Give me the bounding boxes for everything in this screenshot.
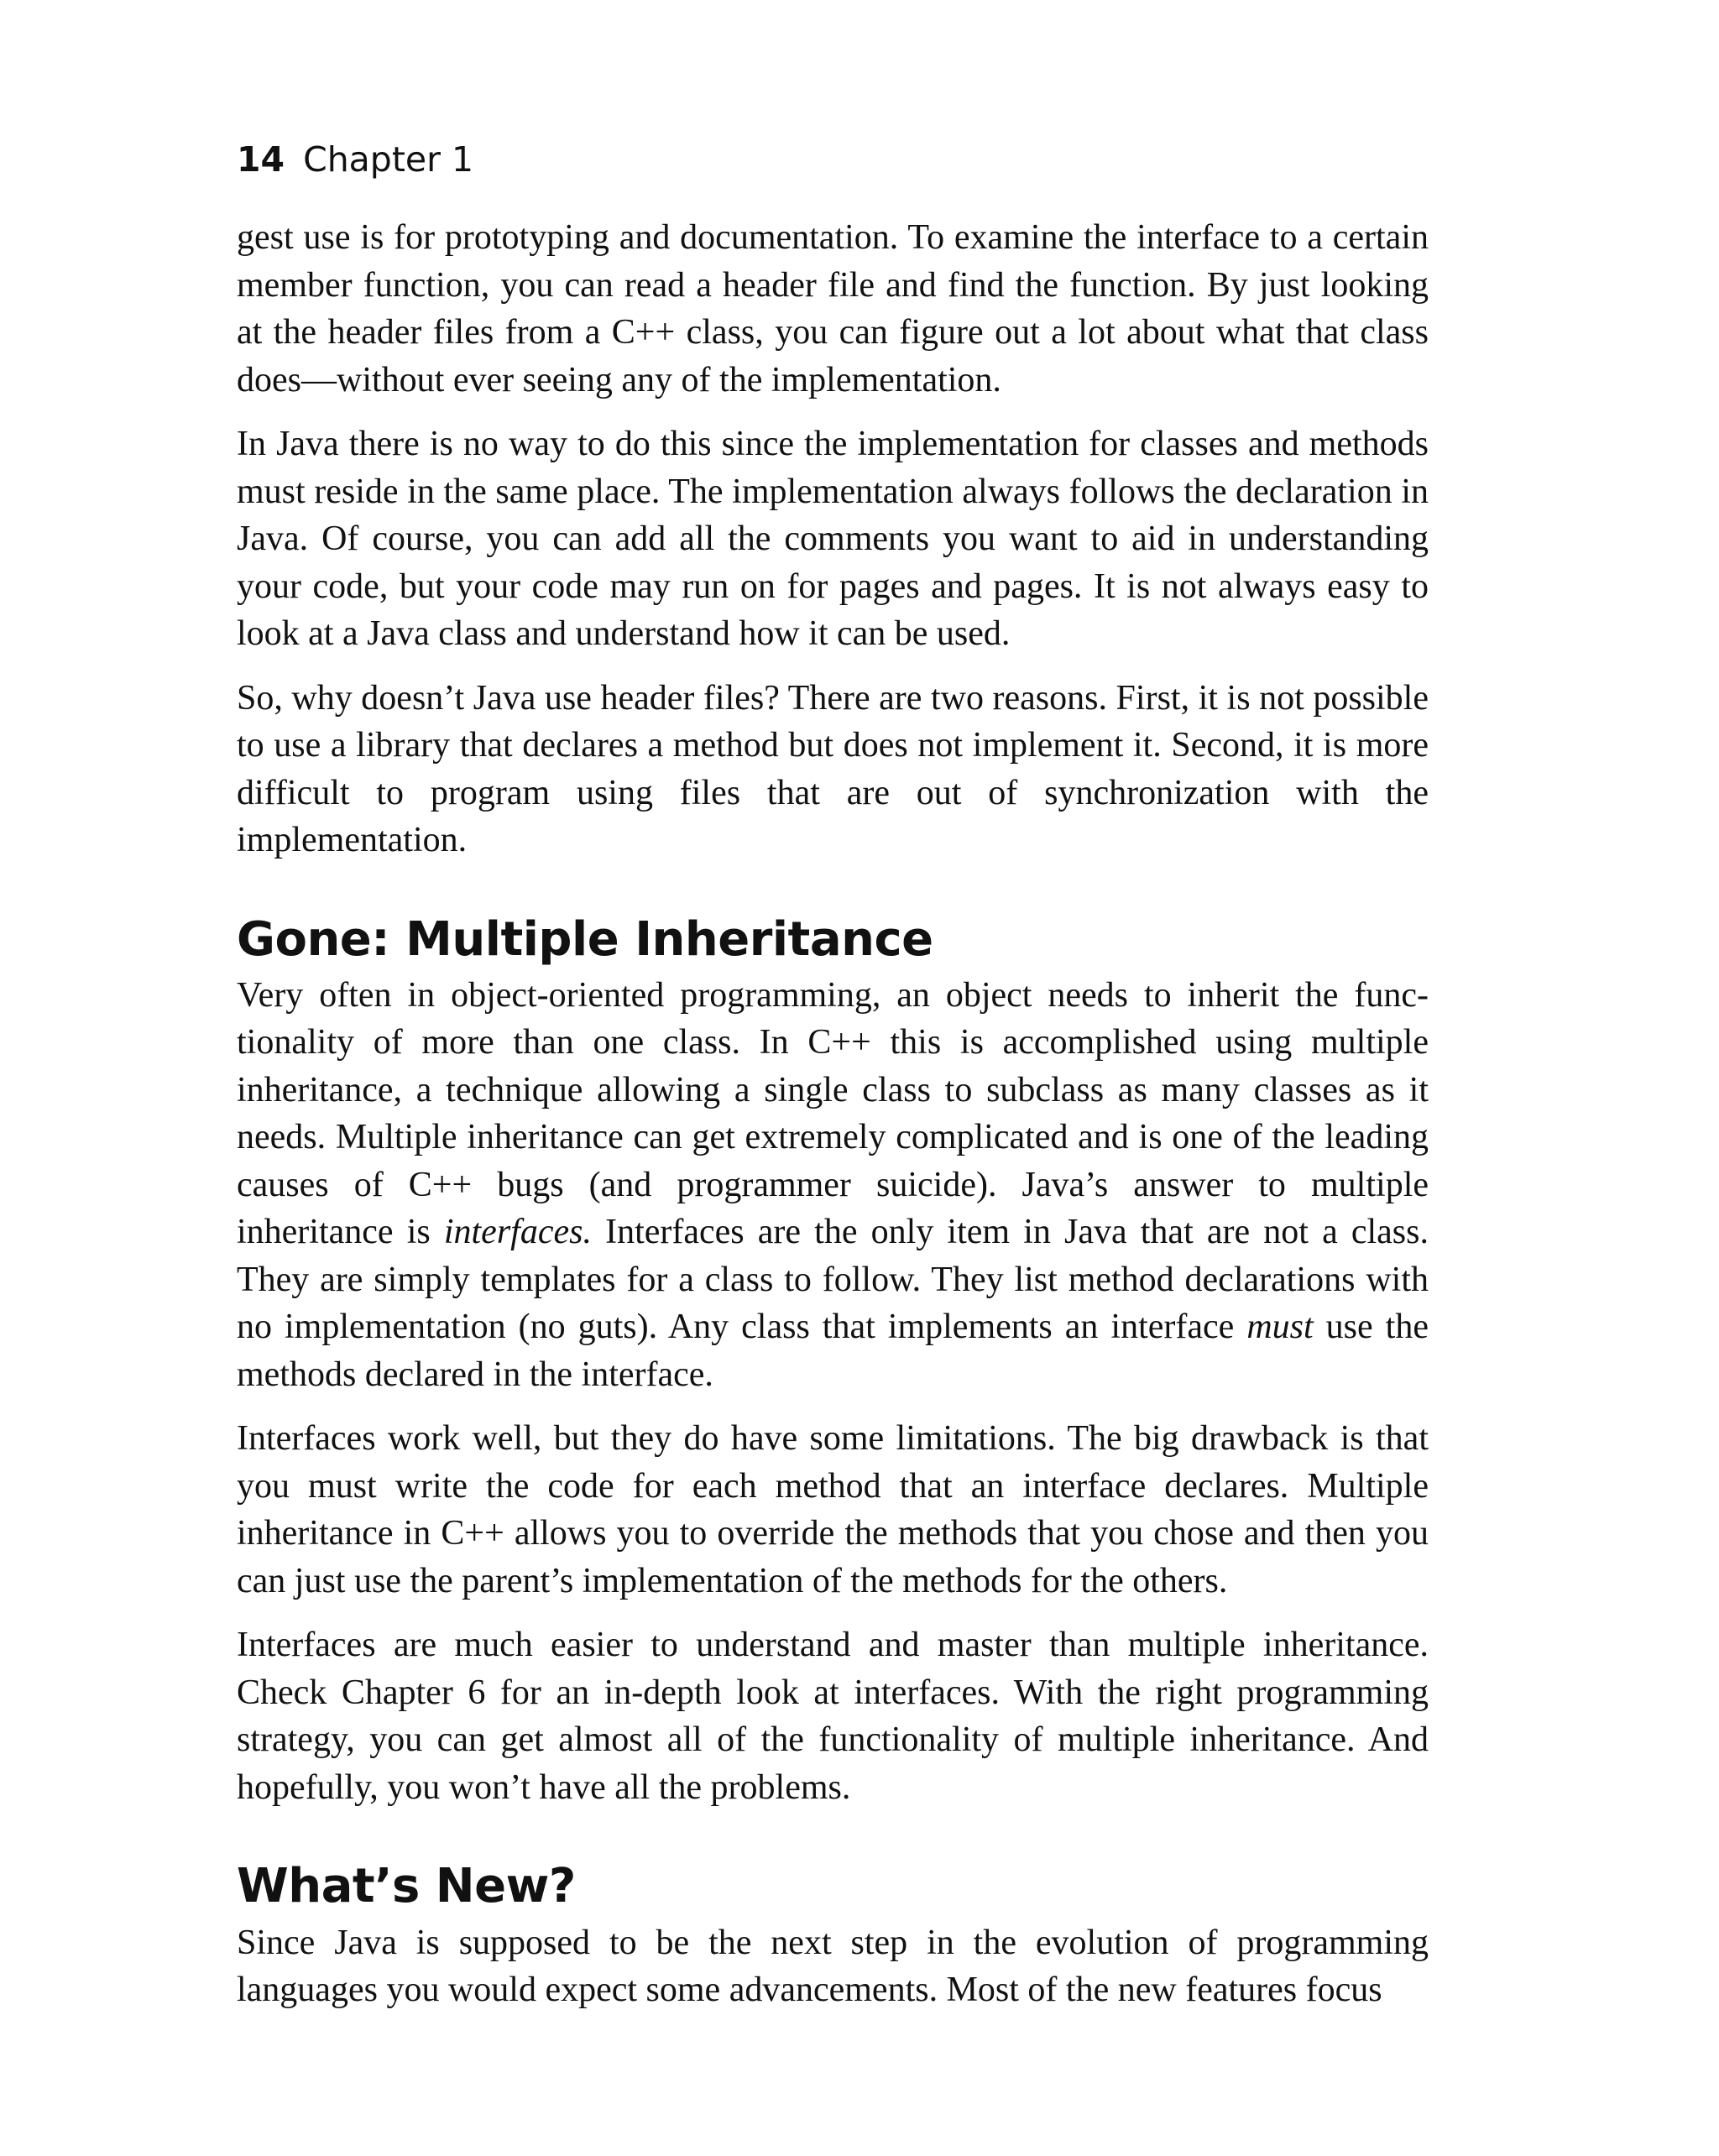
text-run: use the methods declared in the interface. bbox=[237, 1308, 1429, 1394]
page-number: 14 bbox=[237, 139, 285, 180]
paragraph-multiple-inheritance bbox=[237, 972, 1429, 1399]
text-run: Very often in object-oriented programming, an object needs to inherit the functionality of more than one class. In C++ this is accomplished using multiple inheritance, a technique allowing a single class to subclass as many classes as it needs. Multiple inheritance can get extremely complicated and is one of the leading causes of C++ bugs (and programmer suicide). Java’s answer to multiple inheritance is bbox=[237, 975, 1429, 1252]
chapter-title: Chapter 1 bbox=[303, 139, 474, 180]
paragraph-java-no-headers: In Java there is no way to do this since the implementation for classes and methods must reside in the same place. The implementation always follows the declaration in Java. Of course, you can add all the comments you want to aid in understanding your code, but your code may run on for pages and pages. It is not always easy to look at a Java class and understand how it can be used. bbox=[237, 425, 1429, 653]
paragraph-interfaces-easier: Interfaces are much easier to understand and master than multiple inheritance. Check Chapter 6 for an in-depth look at interfaces. With the right programming strategy, you can get almost all of the functionality of multiple inheritance. And hopefully, you won’t have all the problems. bbox=[237, 1626, 1429, 1807]
section-heading-multiple-inheritance: Gone: Multiple Inheritance bbox=[237, 911, 933, 967]
emphasis-interfaces: interfaces. bbox=[443, 1213, 592, 1252]
section-heading-whats-new: What’s New? bbox=[237, 1859, 576, 1914]
book-page bbox=[237, 139, 1429, 2031]
paragraph-header-files-use: gest use is for prototyping and documentation. To examine the interface to a certain member function, you can read a header file and find the function. By just looking at the header files from a C++ class, you can figure out a lot about what that class does—without ever seeing any of the implementation. bbox=[237, 218, 1429, 399]
paragraph-interface-limitations: Interfaces work well, but they do have some limitations. The big drawback is that you must write the code for each method that an interface declares. Multiple inheritance in C++ allows you to override the methods that you chose and then you can just use the parent’s implementation of the methods for the others. bbox=[237, 1419, 1429, 1600]
running-head bbox=[237, 139, 1429, 180]
paragraph-why-no-headers: So, why doesn’t Java use header files? There are two reasons. First, it is not possible to use a library that declares a method but does not implement it. Second, it is more difficult to program using files that are out of synchronization with the implementation. bbox=[237, 678, 1429, 859]
text-run: Interfaces are the only item in Java that are not a class. They are simply templates for a class to follow. They list method declarations with no implementation (no guts). Any class that implements an interface bbox=[237, 1213, 1429, 1347]
emphasis-must: must bbox=[1246, 1308, 1314, 1347]
paragraph-whats-new: Since Java is supposed to be the next step in the evolution of programming languages you would expect some advancements. Most of the new features focus bbox=[237, 1923, 1429, 2010]
